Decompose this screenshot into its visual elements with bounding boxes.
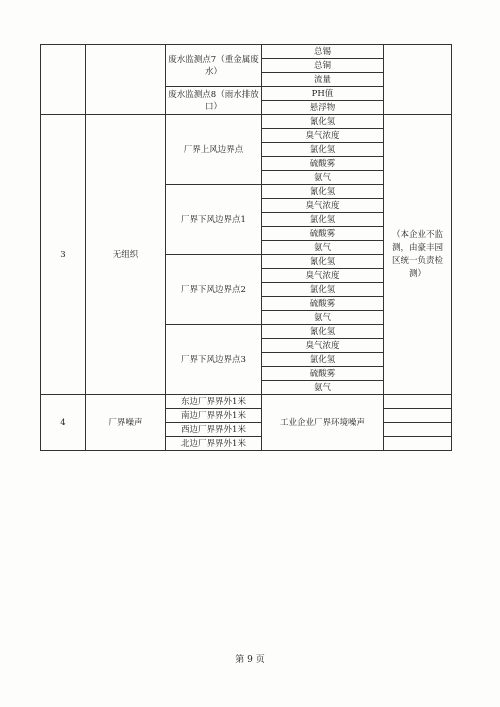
item: 氨气 bbox=[262, 171, 384, 185]
cell-empty-note bbox=[384, 409, 452, 423]
note-cell: （本企业不监测，由豪丰园区统一负责检测） bbox=[384, 115, 452, 395]
item: 臭气浓度 bbox=[262, 339, 384, 353]
monitoring-point: 厂界下风边界点1 bbox=[166, 185, 262, 255]
item: 氰化氢 bbox=[262, 255, 384, 269]
cell-empty-note bbox=[384, 423, 452, 437]
cell-empty-note bbox=[384, 437, 452, 451]
cell-empty-number bbox=[41, 45, 86, 115]
item: 硫酸雾 bbox=[262, 157, 384, 171]
item: 氯化氢 bbox=[262, 143, 384, 157]
item: 氨气 bbox=[262, 311, 384, 325]
item: 硫酸雾 bbox=[262, 227, 384, 241]
item: 硫酸雾 bbox=[262, 297, 384, 311]
item: 臭气浓度 bbox=[262, 199, 384, 213]
monitoring-point: 厂界下风边界点3 bbox=[166, 325, 262, 395]
noise-point: 南边厂界界外1米 bbox=[166, 409, 262, 423]
monitoring-point: 厂界下风边界点2 bbox=[166, 255, 262, 325]
item: 硫酸雾 bbox=[262, 367, 384, 381]
cell-empty-note bbox=[384, 45, 452, 115]
page-number: 第 9 页 bbox=[235, 655, 265, 665]
noise-point: 西边厂界界外1米 bbox=[166, 423, 262, 437]
item: 氯化氢 bbox=[262, 283, 384, 297]
row-category: 厂界噪声 bbox=[86, 395, 166, 451]
item: 氰化氢 bbox=[262, 325, 384, 339]
noise-standard: 工业企业厂界环境噪声 bbox=[262, 395, 384, 451]
item: 悬浮物 bbox=[262, 101, 384, 115]
item: 氨气 bbox=[262, 381, 384, 395]
monitoring-point: 厂界上风边界点 bbox=[166, 115, 262, 185]
item: 臭气浓度 bbox=[262, 129, 384, 143]
item: 流量 bbox=[262, 73, 384, 87]
row-number: 3 bbox=[41, 115, 86, 395]
row-number: 4 bbox=[41, 395, 86, 451]
row-category: 无组织 bbox=[86, 115, 166, 395]
item: PH值 bbox=[262, 87, 384, 101]
cell-empty-note bbox=[384, 395, 452, 409]
cell-empty-category bbox=[86, 45, 166, 115]
item: 氨气 bbox=[262, 241, 384, 255]
noise-point: 东边厂界界外1米 bbox=[166, 395, 262, 409]
item: 氯化氢 bbox=[262, 213, 384, 227]
monitoring-table bbox=[40, 44, 452, 451]
item: 氯化氢 bbox=[262, 353, 384, 367]
item: 总铜 bbox=[262, 59, 384, 73]
item: 氰化氢 bbox=[262, 185, 384, 199]
monitoring-point-8: 废水监测点8（雨水排放口） bbox=[166, 87, 262, 115]
item: 总锡 bbox=[262, 45, 384, 59]
item: 氰化氢 bbox=[262, 115, 384, 129]
noise-point: 北边厂界界外1米 bbox=[166, 437, 262, 451]
monitoring-point-7: 废水监测点7（重金属废水） bbox=[166, 45, 262, 87]
item: 臭气浓度 bbox=[262, 269, 384, 283]
